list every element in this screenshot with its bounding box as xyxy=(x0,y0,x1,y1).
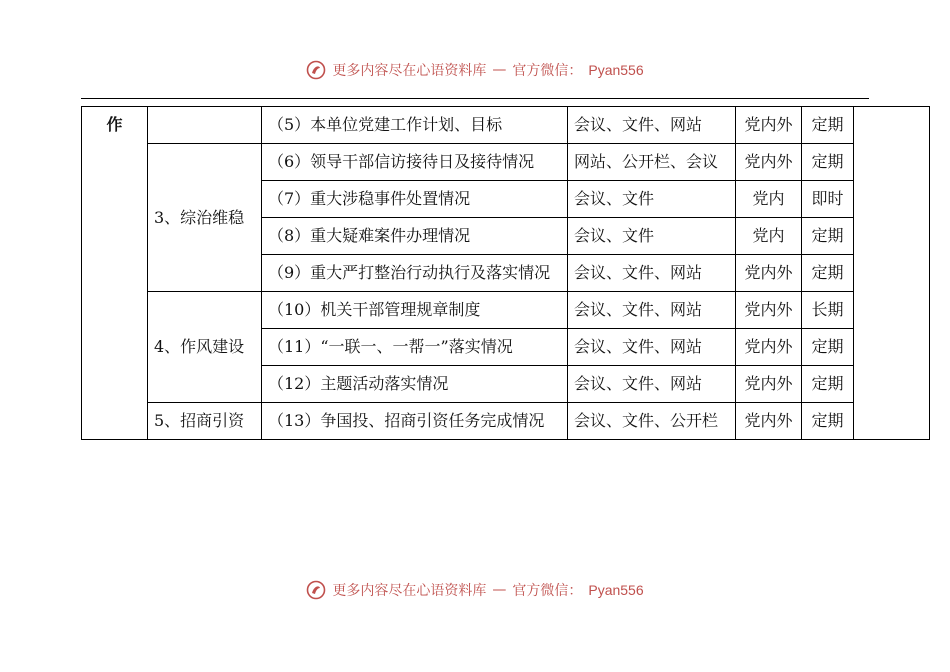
channel-cell: 会议、文件、公开栏 xyxy=(568,403,736,440)
scope-cell: 党内外 xyxy=(736,107,802,144)
group-label-cell: 3、综治维稳 xyxy=(148,144,262,292)
timing-cell: 定期 xyxy=(802,366,854,403)
scope-cell: 党内外 xyxy=(736,403,802,440)
table-row xyxy=(82,292,930,329)
item-cell: （9）重大严打整治行动执行及落实情况 xyxy=(262,255,568,292)
group-label-cell xyxy=(148,107,262,144)
timing-cell: 长期 xyxy=(802,292,854,329)
channel-cell: 会议、文件、网站 xyxy=(568,366,736,403)
watermark-separator: — xyxy=(492,62,507,78)
group-label-cell: 4、作风建设 xyxy=(148,292,262,403)
item-cell: （8）重大疑难案件办理情况 xyxy=(262,218,568,255)
scope-cell: 党内外 xyxy=(736,255,802,292)
channel-cell: 会议、文件 xyxy=(568,181,736,218)
watermark-brand: 更多内容尽在心语资料库 xyxy=(332,583,487,599)
timing-cell: 定期 xyxy=(802,403,854,440)
item-cell: （6）领导干部信访接待日及接待情况 xyxy=(262,144,568,181)
table-row xyxy=(82,107,930,144)
channel-cell: 网站、公开栏、会议 xyxy=(568,144,736,181)
scope-cell: 党内外 xyxy=(736,144,802,181)
group-label-cell: 5、招商引资 xyxy=(148,403,262,440)
timing-cell: 即时 xyxy=(802,181,854,218)
channel-cell: 会议、文件、网站 xyxy=(568,329,736,366)
scope-cell: 党内 xyxy=(736,218,802,255)
timing-cell: 定期 xyxy=(802,144,854,181)
item-cell: （13）争国投、招商引资任务完成情况 xyxy=(262,403,568,440)
category-cell: 作 xyxy=(82,107,148,440)
watermark-account: Pyan556 xyxy=(588,582,644,598)
remarks-cell xyxy=(854,107,930,440)
header-rule xyxy=(81,98,869,99)
channel-cell: 会议、文件、网站 xyxy=(568,292,736,329)
scope-cell: 党内外 xyxy=(736,292,802,329)
timing-cell: 定期 xyxy=(802,255,854,292)
item-cell: （10）机关干部管理规章制度 xyxy=(262,292,568,329)
table-body xyxy=(82,107,930,440)
table-row xyxy=(82,403,930,440)
watermark-bottom xyxy=(0,580,950,600)
table-row xyxy=(82,144,930,181)
watermark-separator: — xyxy=(492,582,507,598)
disclosure-table xyxy=(81,106,930,440)
watermark-brand: 更多内容尽在心语资料库 xyxy=(332,63,487,79)
scope-cell: 党内外 xyxy=(736,366,802,403)
watermark-top xyxy=(0,60,950,80)
timing-cell: 定期 xyxy=(802,218,854,255)
watermark-wechat-label: 官方微信： xyxy=(512,63,583,79)
item-cell: （11）“一联一、一帮一”落实情况 xyxy=(262,329,568,366)
watermark-wechat-label: 官方微信： xyxy=(512,583,583,599)
item-cell: （12）主题活动落实情况 xyxy=(262,366,568,403)
channel-cell: 会议、文件、网站 xyxy=(568,107,736,144)
channel-cell: 会议、文件、网站 xyxy=(568,255,736,292)
logo-icon xyxy=(306,580,326,600)
timing-cell: 定期 xyxy=(802,107,854,144)
logo-icon xyxy=(306,60,326,80)
item-cell: （7）重大涉稳事件处置情况 xyxy=(262,181,568,218)
scope-cell: 党内外 xyxy=(736,329,802,366)
timing-cell: 定期 xyxy=(802,329,854,366)
channel-cell: 会议、文件 xyxy=(568,218,736,255)
watermark-account: Pyan556 xyxy=(588,62,644,78)
item-cell: （5）本单位党建工作计划、目标 xyxy=(262,107,568,144)
scope-cell: 党内 xyxy=(736,181,802,218)
